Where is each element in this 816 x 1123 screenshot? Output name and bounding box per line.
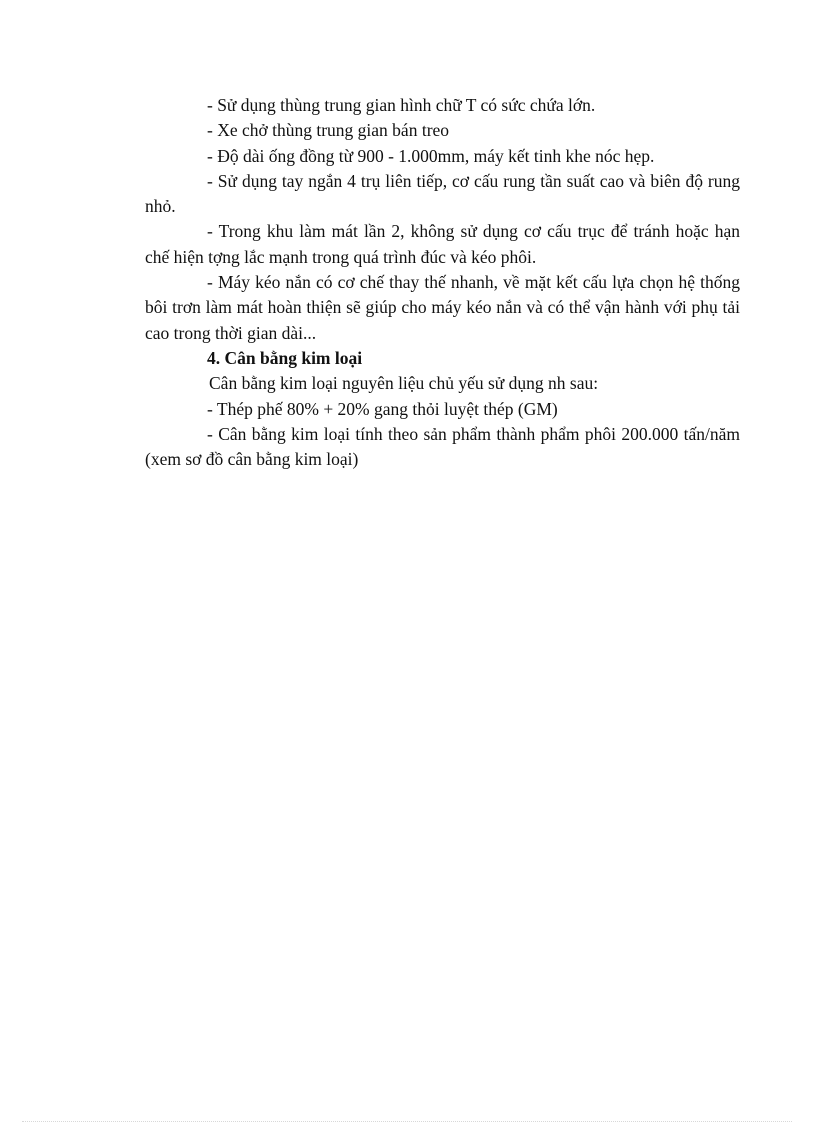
bullet-tundish: - Sử dụng thùng trung gian hình chữ T có sức chứa lớn.	[207, 95, 596, 115]
bullet-metal-balance: - Cân bằng kim loại tính theo sản phẩm thành phẩm phôi 200.000 tấn/năm (xem sơ đồ cân bằng kim loại)	[145, 423, 740, 470]
page-bottom-divider	[22, 1121, 792, 1122]
bullet-copper-tube: - Độ dài ống đồng từ 900 - 1.000mm, máy kết tinh khe nóc hẹp.	[207, 145, 655, 166]
bullet-scrap-ratio: - Thép phế 80% + 20% gang thỏi luyệt thép (GM)	[207, 398, 558, 419]
bullet-tundish-car: - Xe chở thùng trung gian bán treo	[207, 120, 450, 141]
section-intro: Cân bằng kim loại nguyên liệu chủ yếu sử dụng nh sau:	[209, 373, 599, 394]
bullet-straightener: - Máy kéo nắn có cơ chế thay thế nhanh, về mặt kết cấu lựa chọn hệ thống bôi trơn làm mát hoàn thiện sẽ giúp cho máy kéo nắn và có thể vận hành với phụ tải cao trong thời gian dài...	[145, 272, 740, 343]
bullet-short-arm: - Sử dụng tay ngắn 4 trụ liên tiếp, cơ cấu rung tần suất cao và biên độ rung nhỏ.	[145, 170, 740, 217]
bullet-cooling-zone: - Trong khu làm mát lần 2, không sử dụng cơ cấu trục để tránh hoặc hạn chế hiện tợng lắc mạnh trong quá trình đúc và kéo phôi.	[145, 221, 740, 267]
document-body	[145, 93, 740, 472]
section-heading: 4. Cân bằng kim loại	[207, 347, 363, 368]
